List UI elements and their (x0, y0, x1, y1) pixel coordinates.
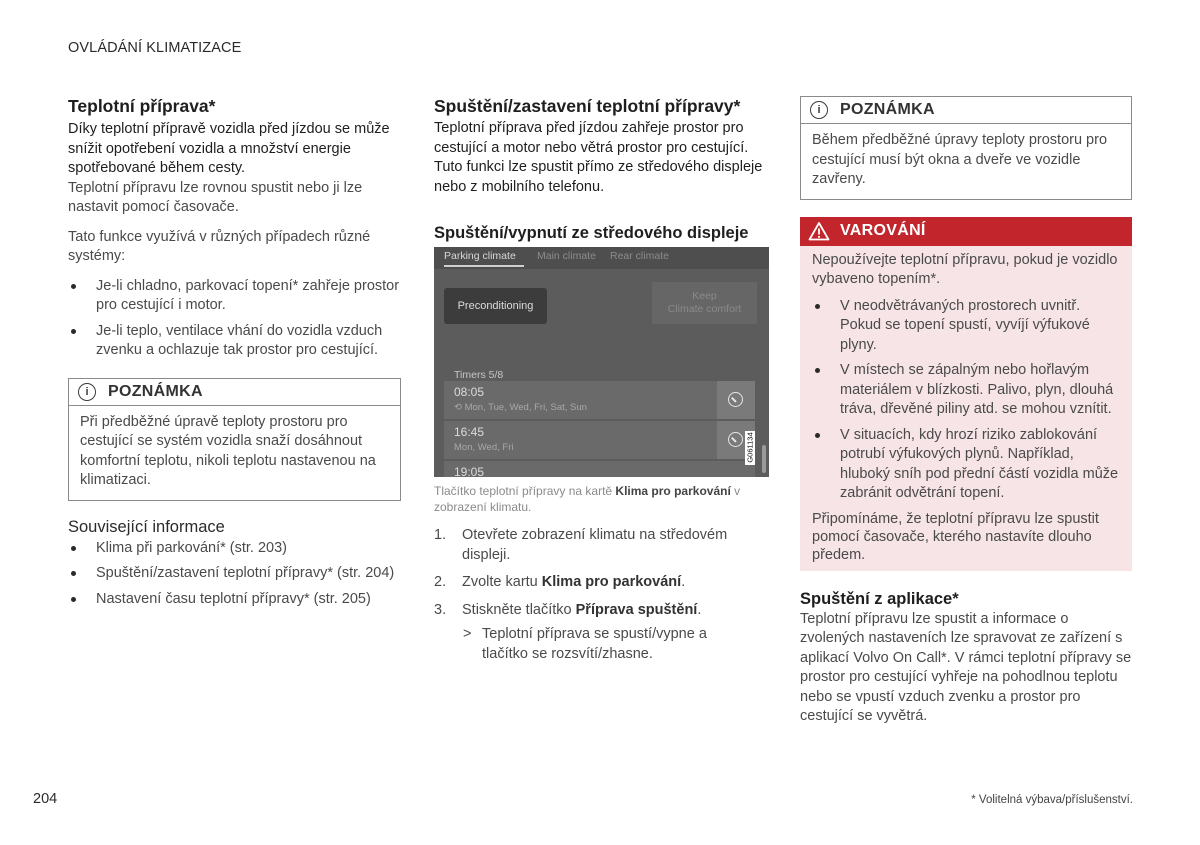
bullet-list (68, 277, 401, 361)
timer-tile (444, 461, 755, 477)
result-marker: > (463, 626, 472, 642)
timer-days: ⟲ Mon, Tue, Wed, Fri, Sat, Sun (454, 402, 587, 413)
related-link[interactable]: Spuštění/zastavení teplotní přípravy* (str. 204) (68, 564, 401, 584)
list-item: V neodvětrávaných prostorech uvnitř. Pokud se topení spustí, vyvíjí výfukové plyny. (812, 297, 1120, 356)
image-id-label: G061134 (745, 431, 755, 465)
app-text: Teplotní přípravu lze spustit a informace o zvolených nastaveních lze spravovat ze zařízení s aplikací Volvo On Call*. V rámci teplotní přípravy se prostor pro cestující vyhřeje na pohodlnou teplotu nebo se vpustí vzduch zvenku a prostor pro cestující se vyvětrá. (800, 610, 1132, 724)
section-title: Teplotní příprava* (68, 96, 216, 116)
page-number: 204 (33, 791, 58, 807)
column-right (800, 96, 1132, 727)
climate-tabs (434, 247, 769, 269)
list-item: Je-li teplo, ventilace vhání do vozidla vzduch zvenku a ochlazuje tak prostor pro cestující. (68, 322, 401, 361)
warning-label: VAROVÁNÍ (840, 222, 926, 239)
timer-time: 16:45 (454, 425, 485, 439)
warning-triangle-icon (808, 221, 830, 241)
note-header (801, 97, 1131, 124)
note-text: Při předběžné úpravě teploty prostoru pro cestující se systém vozidla snaží dosáhnout komfortní teplotu, nikoli teplotu nastavenou na klimatizaci. (80, 413, 376, 488)
tab-rear-climate: Rear climate (610, 250, 669, 262)
list-item: V místech se zápalným nebo hořlavým materiálem v blízkosti. Palivo, plyn, dlouhá tráva, dřevěné piliny atd. se mohou vznítit. (812, 361, 1120, 420)
timer-tile (444, 381, 755, 419)
note-box (800, 96, 1132, 200)
list-item: Je-li chladno, parkovací topení* zahřeje prostor pro cestující i motor. (68, 277, 401, 316)
timer-clock-icon (717, 381, 755, 419)
step-result: > Teplotní příprava se spustí/vypne a tlačítko se rozsvítí/zhasne. (463, 626, 707, 662)
intro-text: Teplotní příprava před jízdou zahřeje prostor pro cestující a motor nebo větrá prostor pro cestující. Tuto funkci lze spustit přímo ze středového displeje nebo z mobilního telefonu. (434, 120, 763, 195)
scrollbar (762, 445, 766, 473)
intro-text: Díky teplotní přípravě vozidla před jízdou se může snížit opotřebení vozidla a množství energie spotřebované během cesty. (68, 121, 390, 176)
warning-intro: Nepoužívejte teplotní přípravu, pokud je vozidlo vybaveno topením*. (812, 251, 1118, 287)
related-link[interactable]: Nastavení času teplotní přípravy* (str. 205) (68, 590, 401, 610)
subsection-title: Spuštění/vypnutí ze středového displeje (434, 224, 749, 242)
list-item: V situacích, kdy hrozí riziko zablokování potrubí výfukových plynů. Například, hluboký sníh pod přední částí vozidla může zabránit odvětrání topení. (812, 426, 1120, 504)
tab-main-climate: Main climate (537, 250, 596, 262)
note-header (69, 379, 400, 406)
timer-time: 19:05 (454, 465, 485, 477)
warning-list (812, 297, 1120, 504)
info-icon: i (810, 101, 828, 119)
active-tab-indicator (444, 265, 524, 267)
step-item: 2. Zvolte kartu Klima pro parkování. (434, 574, 686, 590)
step-item: 3. Stiskněte tlačítko Příprava spuštění. (434, 601, 702, 618)
related-title: Související informace (68, 517, 225, 536)
warning-header (800, 217, 1132, 246)
running-header: OVLÁDÁNÍ KLIMATIZACE (68, 40, 242, 56)
warning-box (800, 217, 1132, 571)
info-icon: i (78, 383, 96, 401)
paragraph: Teplotní přípravu lze rovnou spustit nebo ji lze nastavit pomocí časovače. (68, 179, 363, 215)
note-box (68, 378, 401, 501)
display-screenshot (434, 247, 769, 477)
timer-days: Mon, Wed, Fri (454, 442, 514, 453)
climate-comfort-label: Climate comfort (667, 303, 742, 315)
column-left (68, 96, 401, 609)
figure-caption: Tlačítko teplotní přípravy na kartě Klima pro parkování v zobrazení klimatu. (434, 484, 741, 514)
steps-list (434, 526, 769, 620)
note-label: POZNÁMKA (108, 382, 203, 400)
column-middle (434, 96, 769, 664)
keep-climate-comfort-button (652, 282, 757, 324)
timer-time: 08:05 (454, 385, 485, 399)
paragraph: Tato funkce využívá v různých případech různé systémy: (68, 228, 371, 264)
keep-label: Keep (692, 290, 717, 302)
subsection-title: Spuštění z aplikace* (800, 589, 959, 608)
timers-count: Timers 5/8 (454, 369, 504, 381)
footer-note: * Volitelná výbava/příslušenství. (971, 794, 1133, 806)
section-title: Spuštění/zastavení teplotní přípravy* (434, 96, 741, 116)
related-link[interactable]: Klima při parkování* (str. 203) (68, 539, 401, 559)
preconditioning-button: Preconditioning (444, 288, 547, 324)
timer-tile (444, 421, 755, 459)
tab-parking-climate: Parking climate (444, 250, 516, 262)
related-list (68, 539, 401, 610)
note-label: POZNÁMKA (840, 101, 935, 118)
note-text: Během předběžné úpravy teploty prostoru pro cestující musí být okna a dveře ve vozidle zavřeny. (812, 132, 1108, 187)
warning-body (800, 246, 1132, 571)
step-item: 1. Otevřete zobrazení klimatu na středovém displeji. (434, 527, 728, 563)
warning-outro: Připomínáme, že teplotní přípravu lze spustit pomocí časovače, kterého nastavíte dlouho předem. (812, 510, 1099, 563)
